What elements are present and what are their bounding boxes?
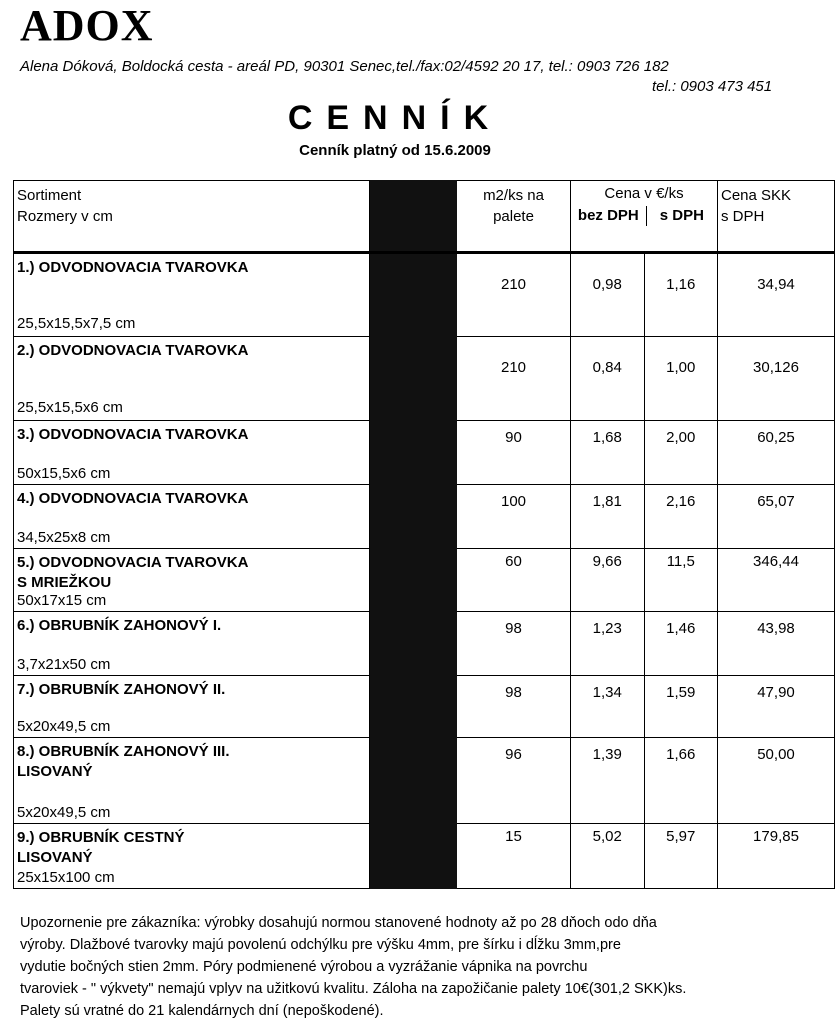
price-table [13, 180, 835, 889]
price-s-dph-cell: 1,00 [644, 337, 718, 421]
table-row [14, 337, 835, 421]
product-name-line2: LISOVANÝ [17, 763, 93, 780]
qty-cell: 90 [457, 421, 571, 485]
price-skk-cell: 179,85 [718, 824, 835, 889]
price-skk-cell: 60,25 [718, 421, 835, 485]
product-dims: 50x17x15 cm [17, 592, 107, 609]
product-name-line2: S MRIEŽKOU [17, 574, 112, 591]
header-m2-line2: palete [493, 208, 534, 225]
price-bez-dph-cell: 1,39 [571, 738, 645, 824]
price-s-dph-cell: 5,97 [644, 824, 718, 889]
price-skk-cell: 34,94 [718, 253, 835, 337]
company-logo: ADOX [20, 1, 154, 50]
header-sortiment [14, 181, 370, 253]
qty-cell: 96 [457, 738, 571, 824]
product-name: 4.) ODVODNOVACIA TVAROVKA [17, 490, 249, 507]
header-m2 [457, 181, 571, 253]
header-sortiment-label: Sortiment [17, 187, 82, 204]
notice-line: vydutie bočných stien 2mm. Póry podmienené výrobou a vyzrážanie vápnika na povrchu [20, 959, 588, 975]
redacted-cell [370, 612, 457, 676]
product-name: 3.) ODVODNOVACIA TVAROVKA [17, 426, 249, 443]
redacted-column [370, 181, 457, 253]
product-cell [14, 676, 370, 738]
price-skk-cell: 43,98 [718, 612, 835, 676]
redacted-cell [370, 337, 457, 421]
page-title: CENNÍK [287, 99, 503, 137]
qty-cell: 98 [457, 676, 571, 738]
product-name: 1.) ODVODNOVACIA TVAROVKA [17, 259, 249, 276]
header-cena-eur-label: Cena v €/ks [604, 185, 684, 202]
redacted-cell [370, 485, 457, 549]
product-dims: 25,5x15,5x7,5 cm [17, 315, 136, 332]
qty-cell: 60 [457, 549, 571, 612]
company-phone-2: tel.: 0903 473 451 [652, 78, 773, 95]
qty-cell: 210 [457, 337, 571, 421]
company-address: Alena Dóková, Boldocká cesta - areál PD, 90301 Senec,tel./fax:02/4592 20 17, tel.: 0903 726 182 [20, 58, 669, 75]
qty-cell: 98 [457, 612, 571, 676]
product-name: 7.) OBRUBNÍK ZAHONOVÝ II. [17, 681, 226, 698]
table-row [14, 485, 835, 549]
price-s-dph-cell: 1,46 [644, 612, 718, 676]
price-bez-dph-cell: 5,02 [571, 824, 645, 889]
product-dims: 34,5x25x8 cm [17, 529, 111, 546]
product-cell [14, 421, 370, 485]
product-cell [14, 824, 370, 889]
redacted-cell [370, 676, 457, 738]
header-skk-s-dph: s DPH [721, 208, 765, 225]
price-bez-dph-cell: 1,81 [571, 485, 645, 549]
qty-cell: 100 [457, 485, 571, 549]
price-bez-dph-cell: 0,98 [571, 253, 645, 337]
product-cell [14, 549, 370, 612]
notice-line: výroby. Dlažbové tvarovky majú povolenú odchýlku pre výšku 4mm, pre šírku i dĺžku 3mm,pre [20, 937, 621, 953]
product-cell [14, 612, 370, 676]
product-dims: 25,5x15,5x6 cm [17, 399, 123, 416]
product-name: 8.) OBRUBNÍK ZAHONOVÝ III. [17, 743, 230, 760]
price-skk-cell: 47,90 [718, 676, 835, 738]
redacted-cell [370, 738, 457, 824]
table-row [14, 738, 835, 824]
price-bez-dph-cell: 9,66 [571, 549, 645, 612]
notice-line: Upozornenie pre zákazníka: výrobky dosahujú normou stanovené hodnoty až po 28 dňoch odo dňa [20, 915, 657, 931]
header-m2-line1: m2/ks na [483, 187, 544, 204]
redacted-cell [370, 549, 457, 612]
header-bez-dph: bez DPH [577, 207, 639, 224]
price-bez-dph-cell: 0,84 [571, 337, 645, 421]
customer-notice [20, 912, 820, 1022]
product-dims: 5x20x49,5 cm [17, 718, 111, 735]
redacted-cell [370, 421, 457, 485]
header-cena-skk-label: Cena SKK [721, 187, 792, 204]
qty-cell: 210 [457, 253, 571, 337]
table-row [14, 253, 835, 337]
header-cena-eur [571, 181, 718, 253]
price-s-dph-cell: 2,00 [644, 421, 718, 485]
table-header-row [14, 181, 835, 253]
redacted-cell [370, 824, 457, 889]
price-skk-cell: 50,00 [718, 738, 835, 824]
price-bez-dph-cell: 1,34 [571, 676, 645, 738]
product-cell [14, 253, 370, 337]
product-name: 5.) ODVODNOVACIA TVAROVKA [17, 554, 249, 571]
price-bez-dph-cell: 1,68 [571, 421, 645, 485]
table-row [14, 676, 835, 738]
price-skk-cell: 346,44 [718, 549, 835, 612]
product-name-line2: LISOVANÝ [17, 849, 93, 866]
price-s-dph-cell: 1,59 [644, 676, 718, 738]
product-dims: 50x15,5x6 cm [17, 465, 111, 482]
header-rozmery-label: Rozmery v cm [17, 208, 113, 225]
price-s-dph-cell: 1,66 [644, 738, 718, 824]
page-subtitle: Cenník platný od 15.6.2009 [299, 142, 491, 159]
price-s-dph-cell: 11,5 [644, 549, 718, 612]
header-s-dph: s DPH [646, 206, 717, 226]
product-cell [14, 485, 370, 549]
product-cell [14, 738, 370, 824]
product-name: 2.) ODVODNOVACIA TVAROVKA [17, 342, 249, 359]
notice-line: tvaroviek - " výkvety" nemajú vplyv na užitkovú kvalitu. Záloha na zapožičanie palety 10€(301,2 SKK)ks. [20, 981, 687, 997]
product-cell [14, 337, 370, 421]
table-row [14, 612, 835, 676]
redacted-cell [370, 253, 457, 337]
price-bez-dph-cell: 1,23 [571, 612, 645, 676]
product-dims: 5x20x49,5 cm [17, 804, 111, 821]
product-dims: 25x15x100 cm [17, 869, 115, 886]
product-name: 6.) OBRUBNÍK ZAHONOVÝ I. [17, 617, 222, 634]
price-s-dph-cell: 2,16 [644, 485, 718, 549]
table-row [14, 421, 835, 485]
price-s-dph-cell: 1,16 [644, 253, 718, 337]
product-name: 9.) OBRUBNÍK CESTNÝ [17, 829, 185, 846]
table-row [14, 549, 835, 612]
product-dims: 3,7x21x50 cm [17, 656, 111, 673]
table-row [14, 824, 835, 889]
qty-cell: 15 [457, 824, 571, 889]
notice-line: Palety sú vratné do 21 kalendárnych dní (nepoškodené). [20, 1003, 384, 1019]
header-cena-skk [718, 181, 835, 253]
price-skk-cell: 65,07 [718, 485, 835, 549]
price-skk-cell: 30,126 [718, 337, 835, 421]
